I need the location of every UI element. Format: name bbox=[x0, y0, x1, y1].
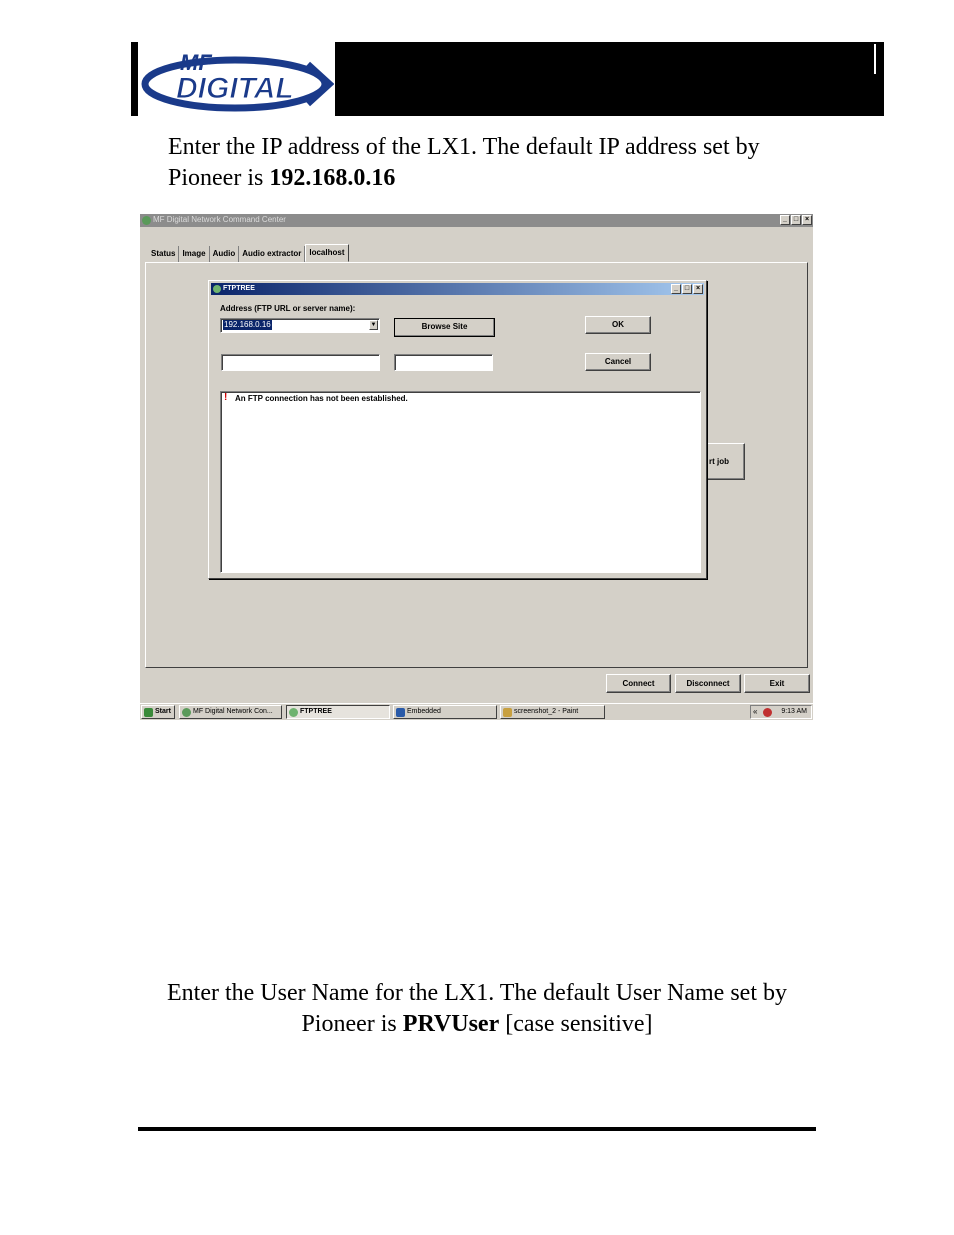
connect-button[interactable]: Connect bbox=[606, 674, 671, 693]
paint-icon bbox=[503, 708, 512, 717]
app-title: MF Digital Network Command Center bbox=[153, 215, 286, 224]
app-screenshot bbox=[140, 214, 813, 720]
taskbar-item-embedded[interactable]: Embedded bbox=[393, 705, 497, 719]
browse-site-button[interactable]: Browse Site bbox=[394, 318, 495, 337]
tab-localhost[interactable]: localhost bbox=[305, 244, 348, 262]
taskbar bbox=[140, 703, 813, 720]
dialog-maximize-icon[interactable]: □ bbox=[682, 284, 692, 294]
app-titlebar[interactable] bbox=[140, 214, 813, 227]
disconnect-button[interactable]: Disconnect bbox=[675, 674, 741, 693]
windows-flag-icon bbox=[144, 708, 153, 717]
instruction-ip-address: Enter the IP address of the LX1. The default IP address set by Pioneer is 192.168.0.16 bbox=[168, 134, 760, 191]
password-input[interactable] bbox=[394, 354, 493, 371]
ftp-dialog-titlebar[interactable] bbox=[211, 283, 704, 295]
default-ip: 192.168.0.16 bbox=[269, 165, 396, 191]
ftp-dialog bbox=[208, 280, 707, 579]
warning-icon: ! bbox=[224, 392, 228, 403]
system-tray bbox=[750, 705, 812, 719]
header-notch bbox=[874, 44, 876, 74]
svg-text:DIGITAL: DIGITAL bbox=[176, 72, 294, 105]
svg-text:MF: MF bbox=[180, 50, 212, 75]
ftp-status-message: An FTP connection has not been established. bbox=[235, 394, 408, 403]
header-black-banner bbox=[335, 42, 884, 116]
taskbar-item-ftptree[interactable]: FTPTREE bbox=[286, 705, 390, 719]
user-name-input[interactable] bbox=[221, 354, 380, 371]
chevron-down-icon[interactable]: ▼ bbox=[370, 322, 377, 328]
dialog-minimize-icon[interactable]: _ bbox=[671, 284, 681, 294]
tab-status[interactable]: Status bbox=[148, 246, 179, 262]
app-icon bbox=[182, 708, 191, 717]
start-button[interactable]: Start bbox=[141, 705, 175, 719]
clock: 9:13 AM bbox=[781, 708, 807, 715]
mf-digital-logo bbox=[140, 44, 334, 114]
tab-audio[interactable]: Audio bbox=[210, 246, 240, 262]
start-job-button[interactable]: rt job bbox=[705, 443, 745, 480]
instruction-user-name: Enter the User Name for the LX1. The default User Name set by Pioneer is PRVUser [case sensitive] bbox=[166, 980, 787, 1037]
ftp-log-area[interactable] bbox=[220, 391, 701, 573]
ftp-dialog-title: FTPTREE bbox=[223, 285, 255, 292]
maximize-icon[interactable]: □ bbox=[791, 215, 801, 225]
address-label: Address (FTP URL or server name): bbox=[220, 304, 356, 313]
default-user-name: PRVUser bbox=[402, 1011, 500, 1037]
minimize-icon[interactable]: _ bbox=[780, 215, 790, 225]
cancel-button[interactable]: Cancel bbox=[585, 353, 651, 371]
app-icon bbox=[142, 216, 151, 225]
tray-chevron-icon[interactable]: « bbox=[753, 707, 758, 716]
volume-icon[interactable] bbox=[763, 708, 772, 717]
close-icon[interactable]: × bbox=[802, 215, 812, 225]
header-left-bar bbox=[131, 42, 138, 116]
tab-bar bbox=[148, 246, 349, 262]
address-combobox[interactable] bbox=[220, 318, 380, 333]
footer-rule bbox=[138, 1127, 816, 1131]
taskbar-item-paint[interactable]: screenshot_2 - Paint bbox=[500, 705, 605, 719]
tab-image[interactable]: Image bbox=[179, 246, 209, 262]
ftp-dialog-icon bbox=[213, 285, 221, 293]
tab-audio-extractor[interactable]: Audio extractor bbox=[239, 246, 305, 262]
taskbar-item-mf-digital[interactable]: MF Digital Network Con... bbox=[179, 705, 282, 719]
address-value: 192.168.0.16 bbox=[224, 320, 271, 329]
ok-button[interactable]: OK bbox=[585, 316, 651, 334]
exit-button[interactable]: Exit bbox=[744, 674, 810, 693]
embedded-icon bbox=[396, 708, 405, 717]
ftp-icon bbox=[289, 708, 298, 717]
dialog-close-icon[interactable]: × bbox=[693, 284, 703, 294]
